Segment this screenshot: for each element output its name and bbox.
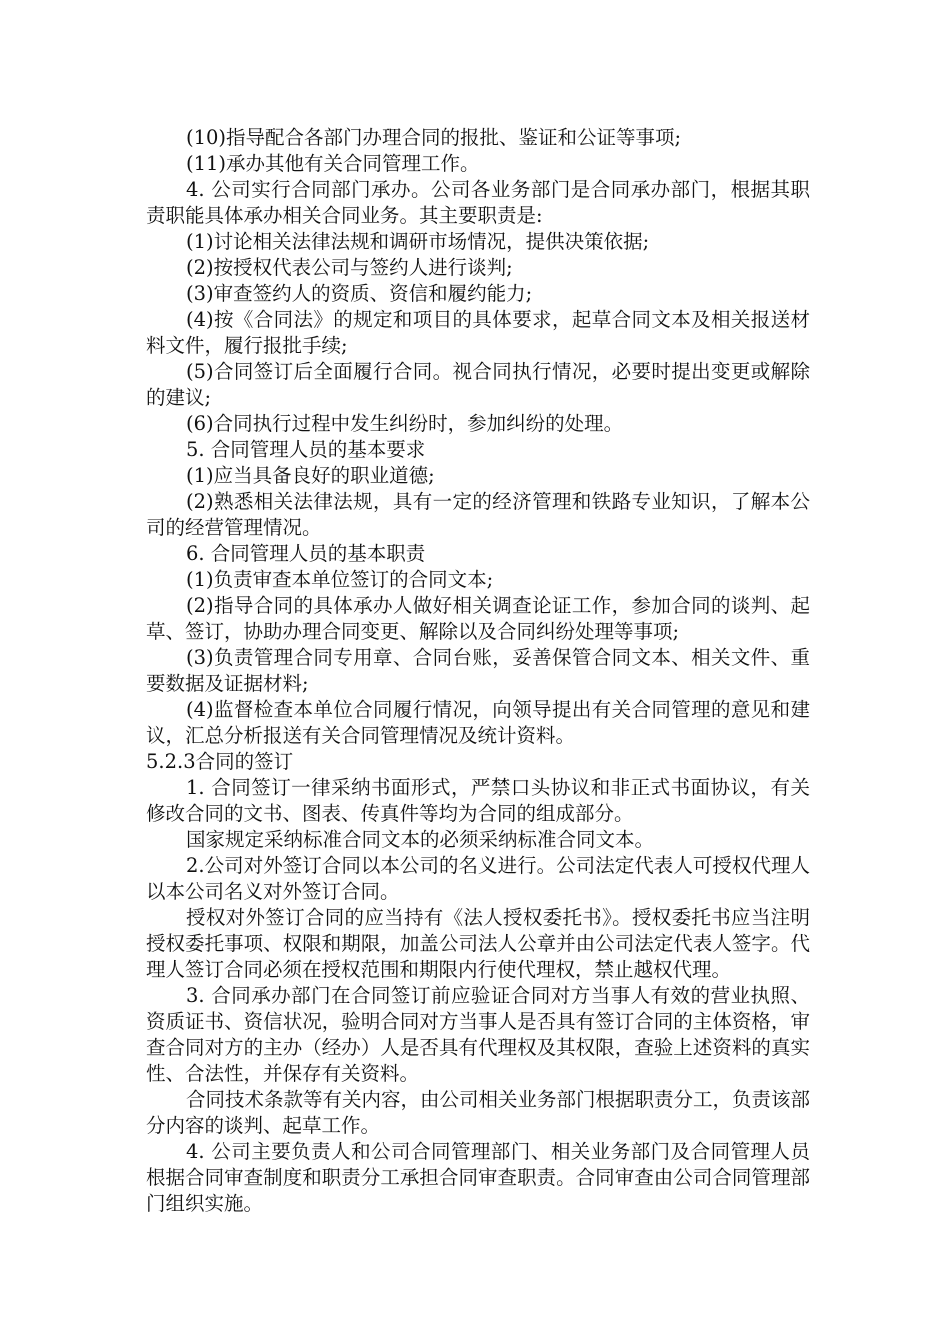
section-heading: 5. 合同管理人员的基本要求 — [186, 438, 426, 461]
subsection-heading: 5.2.3合同的签订 — [146, 750, 294, 773]
paragraph: (10)指导配合各部门办理合同的报批、鉴证和公证等事项; — [186, 126, 682, 149]
paragraph: (2)指导合同的具体承办人做好相关调查论证工作，参加合同的谈判、起草、签订，协助办理合同变更、解除以及合同纠纷处理等事项; — [146, 594, 810, 643]
paragraph: 授权对外签订合同的应当持有《法人授权委托书》。授权委托书应当注明授权委托事项、权限和期限，加盖公司法人公章并由公司法定代表人签字。代理人签订合同必须在授权范围和期限内行使代理权，禁止越权代理。 — [146, 906, 810, 981]
paragraph: 3. 合同承办部门在合同签订前应验证合同对方当事人有效的营业执照、资质证书、资信状况，验明合同对方当事人是否具有签订合同的主体资格，审查合同对方的主办（经办）人是否具有代理权及其权限，查验上述资料的真实性、合法性，并保存有关资料。 — [146, 984, 810, 1085]
paragraph: (11)承办其他有关合同管理工作。 — [186, 152, 480, 175]
paragraph: (1)负责审查本单位签订的合同文本; — [186, 568, 494, 591]
paragraph: 4. 公司主要负责人和公司合同管理部门、相关业务部门及合同管理人员根据合同审查制度和职责分工承担合同审查职责。合同审查由公司合同管理部门组织实施。 — [146, 1140, 810, 1215]
section-heading: 6. 合同管理人员的基本职责 — [186, 542, 426, 565]
paragraph: 2.公司对外签订合同以本公司的名义进行。公司法定代表人可授权代理人以本公司名义对外签订合同。 — [146, 854, 810, 903]
paragraph: 合同技术条款等有关内容，由公司相关业务部门根据职责分工，负责该部分内容的谈判、起草工作。 — [146, 1088, 811, 1137]
paragraph: (6)合同执行过程中发生纠纷时，参加纠纷的处理。 — [186, 412, 624, 435]
paragraph: (1)应当具备良好的职业道德; — [186, 464, 435, 487]
paragraph: (4)按《合同法》的规定和项目的具体要求，起草合同文本及相关报送材料文件，履行报批手续; — [146, 308, 810, 357]
paragraph: (5)合同签订后全面履行合同。视合同执行情况，必要时提出变更或解除的建议; — [146, 360, 810, 409]
paragraph: (3)审查签约人的资质、资信和履约能力; — [186, 282, 533, 305]
paragraph: (4)监督检查本单位合同履行情况，向领导提出有关合同管理的意见和建议，汇总分析报送有关合同管理情况及统计资料。 — [146, 698, 810, 747]
paragraph: (2)按授权代表公司与签约人进行谈判; — [186, 256, 513, 279]
paragraph: 1. 合同签订一律采纳书面形式，严禁口头协议和非正式书面协议，有关修改合同的文书、图表、传真件等均为合同的组成部分。 — [146, 776, 810, 825]
paragraph: 国家规定采纳标准合同文本的必须采纳标准合同文本。 — [186, 828, 655, 851]
paragraph: (1)讨论相关法律法规和调研市场情况，提供决策依据; — [186, 230, 650, 253]
paragraph: (2)熟悉相关法律法规，具有一定的经济管理和铁路专业知识，了解本公司的经营管理情况。 — [146, 490, 810, 539]
paragraph: (3)负责管理合同专用章、合同台账，妥善保管合同文本、相关文件、重要数据及证据材料; — [146, 646, 810, 695]
document-body — [146, 125, 810, 1217]
paragraph: 4. 公司实行合同部门承办。公司各业务部门是合同承办部门，根据其职责职能具体承办相关合同业务。其主要职责是: — [146, 178, 810, 227]
